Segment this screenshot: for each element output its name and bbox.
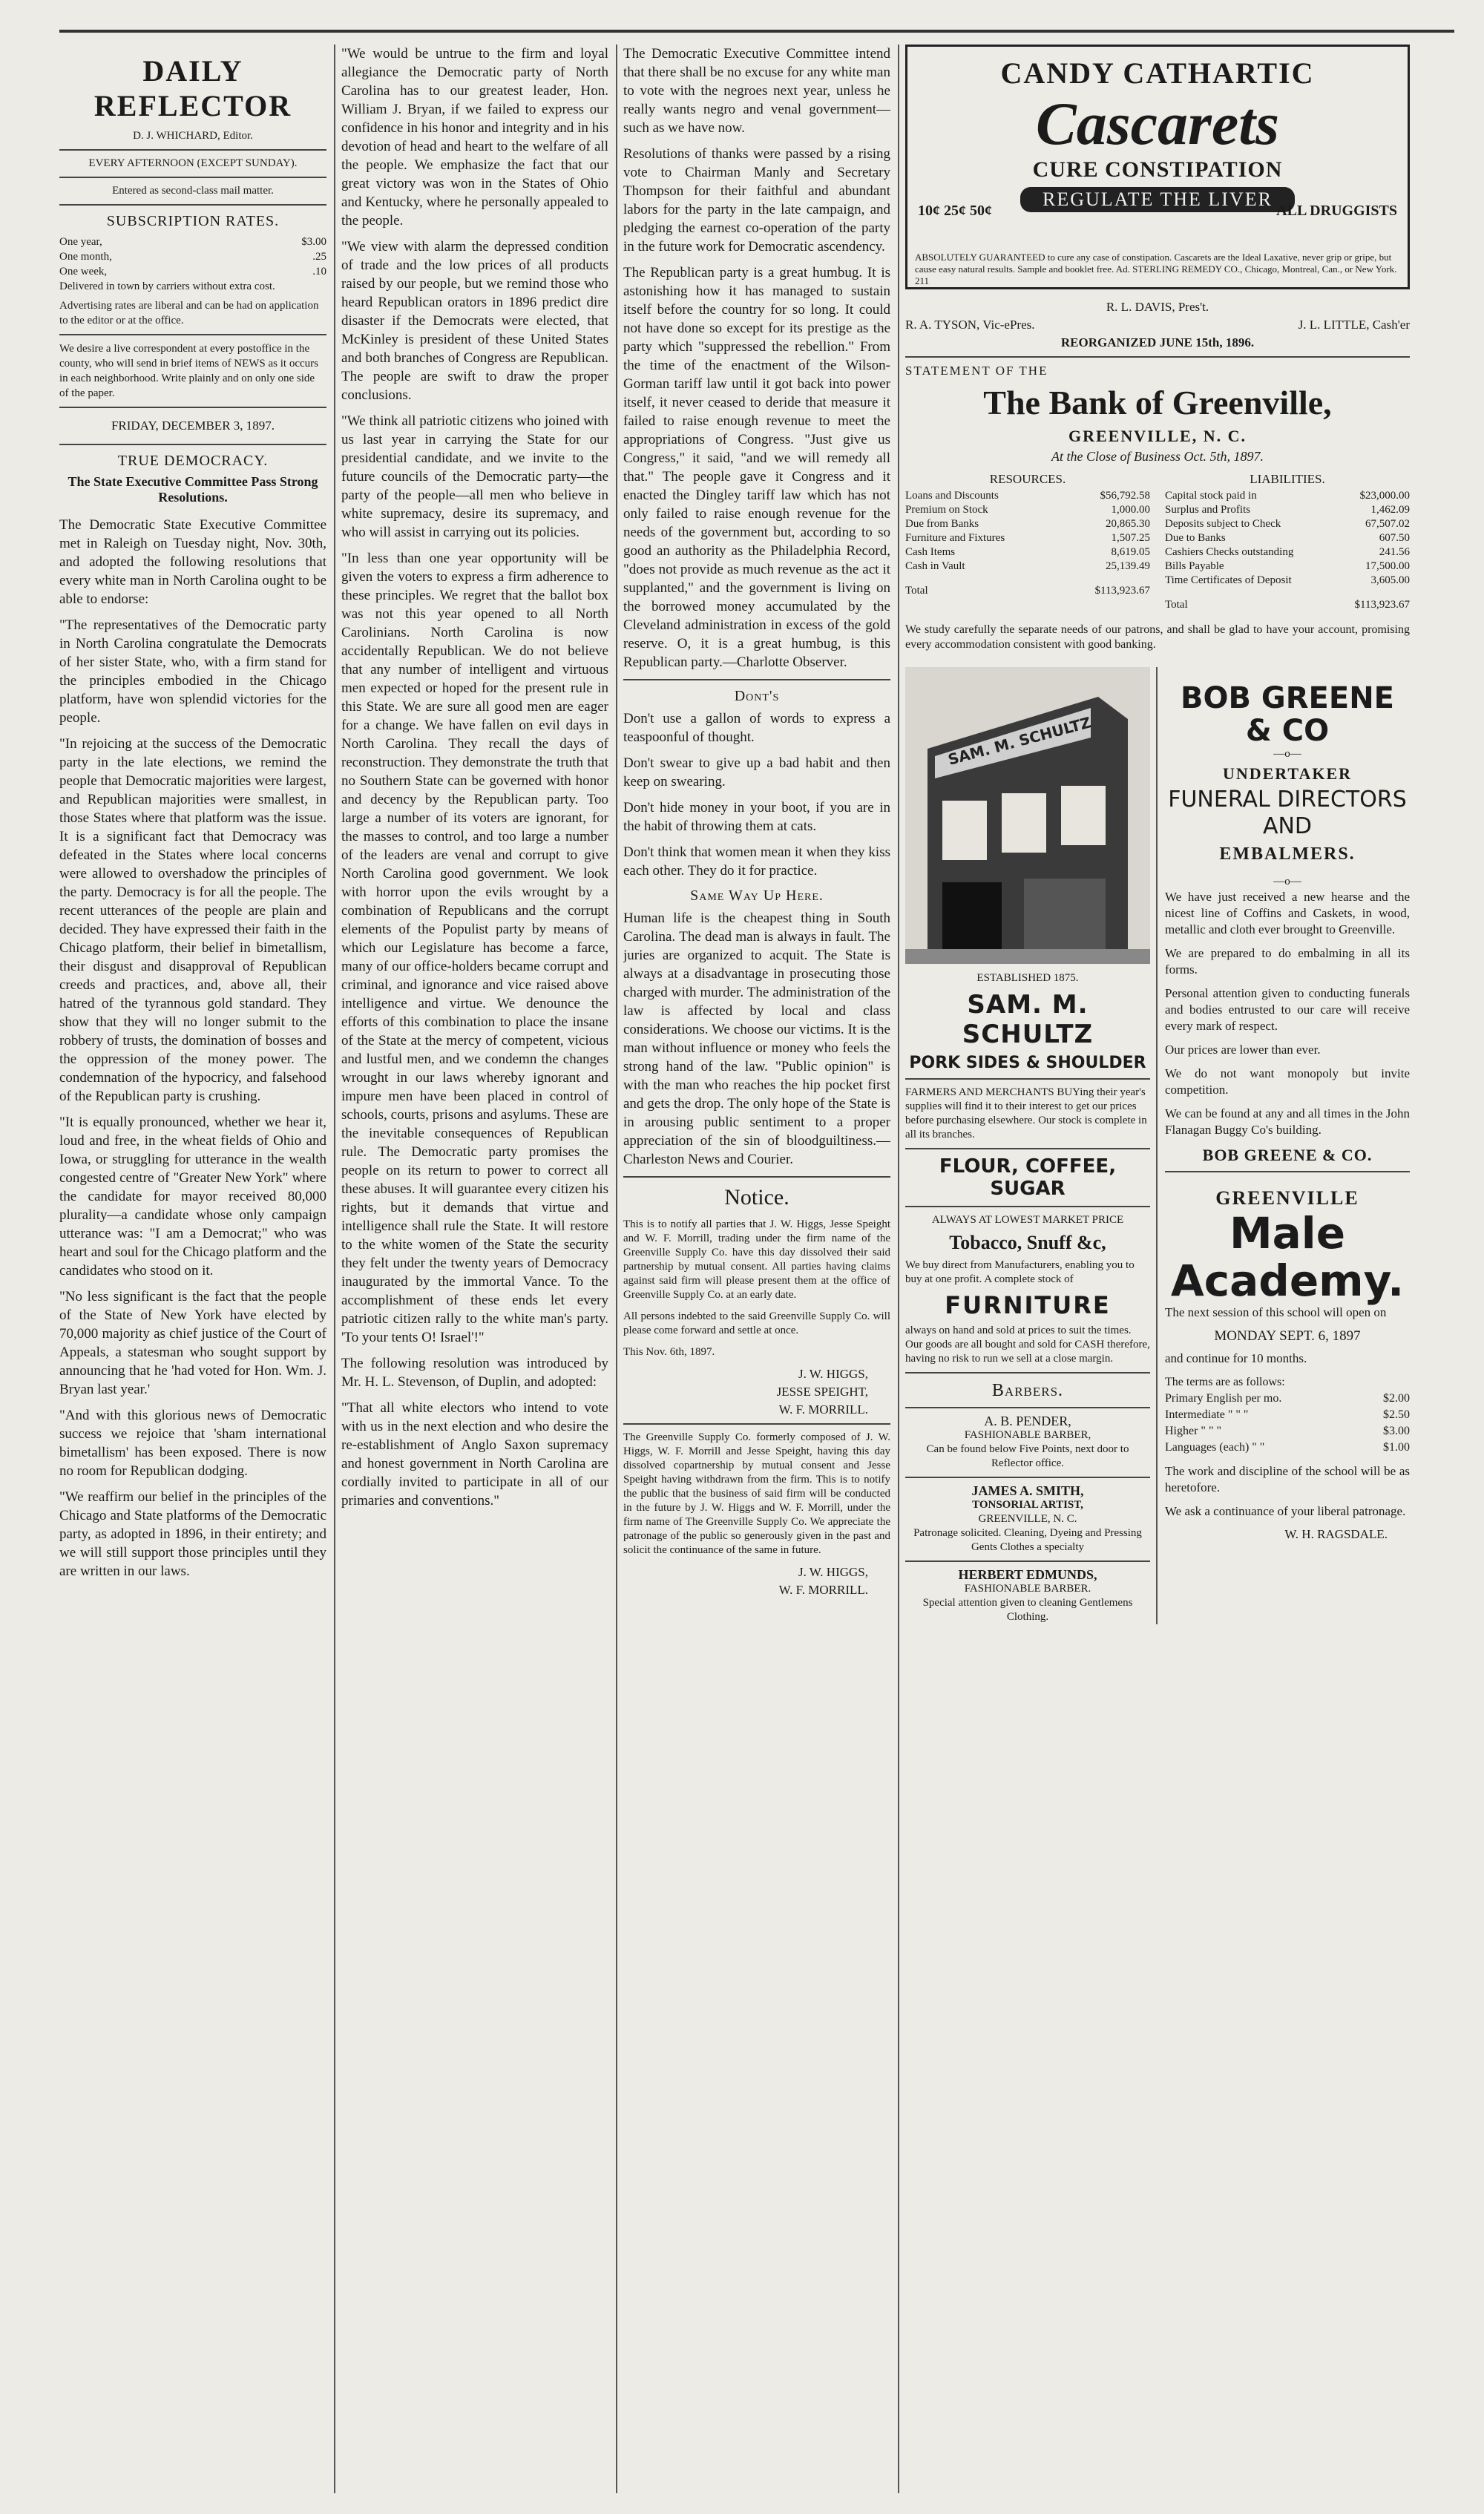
bank-reorganized: REORGANIZED JUNE 15th, 1896. <box>1060 335 1255 349</box>
rates-heading: SUBSCRIPTION RATES. <box>106 213 280 229</box>
ad-signature: W. H. RAGSDALE. <box>1284 1527 1388 1541</box>
liability-amount: 67,507.02 <box>1365 518 1410 530</box>
notice-paragraph: This is to notify all parties that J. W. Higgs, Jesse Speight and W. F. Morrill, trading under the firm name of the Greenville Supply Co. have this day dissolved their said partnership by mutual consent. All parties having claims against said firm will please present them at the office of Greenville Supply Co. at an early date. <box>623 1218 890 1301</box>
farmers-note: FARMERS AND MERCHANTS BUYing their year's supplies will find it to their interest to get our prices before purchasing elsewhere. Our stock is complete in all its branches. <box>905 1086 1147 1141</box>
liability-label: Deposits subject to Check <box>1165 518 1281 530</box>
resource-amount: 1,000.00 <box>1111 504 1150 516</box>
liability-label: Bills Payable <box>1165 560 1224 572</box>
column-rule <box>334 45 335 2493</box>
resources-heading: RESOURCES. <box>989 472 1066 486</box>
cascarets-ad <box>905 45 1410 289</box>
liability-row <box>1165 517 1410 531</box>
article-paragraph: Human life is the cheapest thing in South Carolina. The dead man is always in fault. The juries are organized to acquit. The State is always at a disadvantage in prosecuting those charged with murder. The administration of the law is affected by local and class considerations. We choose our victims. It is the man without influence or money who feels the strong hand of the law. "Public opinion" is with the man who reaches the hip pocket first and gets the drop. The only hope of the State is in arousing public sentiment to a proper appreciation of the sin of bloodguiltiness.—Charleston News and Courier. <box>623 910 890 1167</box>
ad-signature: BOB GREENE & CO. <box>1202 1146 1373 1164</box>
store-illustration <box>905 667 1150 964</box>
article-paragraph: "That all white electors who intend to vote with us in the next election and who desire the re-establishment of Anglo Saxon supremacy and honest government in North Carolina are cordially invited to participate in all of our primaries and conventions." <box>341 1400 608 1509</box>
advertising-note: Advertising rates are liberal and can be had on application to the editor or at the office. <box>59 300 319 326</box>
column-3 <box>623 45 890 2493</box>
rate-price: .25 <box>312 251 326 263</box>
publication-schedule: EVERY AFTERNOON (EXCEPT SUNDAY). <box>88 157 298 169</box>
divider <box>905 1407 1150 1408</box>
bank-title: The Bank of Greenville, <box>983 384 1332 421</box>
resource-label: Due from Banks <box>905 518 979 530</box>
total-label: Total <box>1165 599 1188 611</box>
ad-paragraph: We have just received a new hearse and the nicest line of Coffins and Caskets, in wood, metallic and cloth ever brought to Greenville. <box>1165 890 1410 936</box>
ad-prices: 10¢ 25¢ 50¢ <box>918 203 992 219</box>
divider <box>1165 1171 1410 1172</box>
liabilities-column <box>1165 472 1410 612</box>
liability-row <box>1165 489 1410 503</box>
schultz-ad <box>905 667 1150 1624</box>
bank-close-date: At the Close of Business Oct. 5th, 1897. <box>1051 449 1264 464</box>
store-sign: SAM. M. SCHULTZ <box>946 713 1093 769</box>
dont-item: Don't think that women mean it when they kiss each other. They do it for practice. <box>623 844 890 879</box>
terms-heading: The terms are as follows: <box>1165 1376 1285 1388</box>
donts-heading: Dont's <box>734 688 780 704</box>
resource-label: Cash in Vault <box>905 560 965 572</box>
liability-amount: 607.50 <box>1379 532 1410 544</box>
ad-banner: REGULATE THE LIVER <box>1020 187 1295 212</box>
rate-label: One week, <box>59 266 108 278</box>
article-paragraph: "We think all patriotic citizens who joined with us last year in carrying the State for our presidential candidate, and we invite to the future councils of the Democratic party—the party of the people—all men who believe in white supremacy, desire its supremacy, and who will assist in carrying out its policies. <box>341 413 608 540</box>
bank-president: R. L. DAVIS, Pres't. <box>1106 300 1209 314</box>
brand-name: Cascarets <box>1036 90 1279 157</box>
article-paragraph: "We reaffirm our belief in the principles of the Chicago and State platforms of the Democratic party, as adopted in 1896, in their entirety; and we will still support those principles until they are written in our laws. <box>59 1489 326 1579</box>
divider <box>905 1372 1150 1373</box>
liability-row <box>1165 559 1410 574</box>
rate-price: .10 <box>312 266 326 278</box>
masthead: DAILY REFLECTOR <box>93 54 292 122</box>
column-2 <box>341 45 608 2493</box>
academy-heading: GREENVILLE <box>1215 1187 1359 1209</box>
rate-label: One year, <box>59 236 102 248</box>
resource-label: Cash Items <box>905 546 956 558</box>
ad-paragraph: Personal attention given to conducting funerals and bodies entrusted to our care will receive every mark of respect. <box>1165 986 1410 1033</box>
bank-vp: R. A. TYSON, Vic-ePres. <box>905 318 1035 332</box>
barber-city: GREENVILLE, N. C. <box>978 1513 1077 1525</box>
divider <box>59 177 326 178</box>
mail-notice: Entered as second-class mail matter. <box>112 185 274 197</box>
resources-column <box>905 472 1150 612</box>
academy-title: Male Academy. <box>1170 1208 1405 1306</box>
ad-paragraph: The work and discipline of the school will be as heretofore. <box>1165 1464 1410 1494</box>
article-paragraph: "It is equally pronounced, whether we hear it, loud and free, in the wheat fields of Ohio and Iowa, or struggling for utterance in the wealth congested centre of "Greater New York" where the candidate for mayor received 80,000 plurality—a candidate whose only campaign utterance was: "I am a Democrat;" who was heart and soul for the Chicago platform and the candidates who stood on it. <box>59 1115 326 1279</box>
rate-label: One month, <box>59 251 112 263</box>
liability-row <box>1165 545 1410 559</box>
liability-label: Cashiers Checks outstanding <box>1165 546 1294 558</box>
merchant-name: SAM. M. SCHULTZ <box>962 990 1094 1049</box>
article-paragraph: The following resolution was introduced by Mr. H. L. Stevenson, of Duplin, and adopted: <box>341 1356 608 1390</box>
article-paragraph: "The representatives of the Democratic party in North Carolina congratulate the Democrats of her sister State, who, with a firm stand for the principles embodied in the Chicago platform, have won splendid victories for the people. <box>59 617 326 726</box>
divider <box>905 1477 1150 1478</box>
ad-druggists: ALL DRUGGISTS <box>1276 203 1397 219</box>
resource-label: Premium on Stock <box>905 504 988 516</box>
liability-amount: 17,500.00 <box>1365 560 1410 572</box>
liability-row <box>1165 503 1410 517</box>
rate-row <box>59 234 326 249</box>
divider <box>905 1148 1150 1149</box>
dont-item: Don't hide money in your boot, if you are in the habit of throwing them at cats. <box>623 800 890 834</box>
pork-line: PORK SIDES & SHOULDER <box>909 1054 1146 1072</box>
tuition-row <box>1165 1407 1410 1423</box>
barber-title: FASHIONABLE BARBER. <box>964 1583 1091 1595</box>
column-4 <box>905 45 1410 2493</box>
resource-amount: 25,139.49 <box>1106 560 1150 572</box>
article-paragraph: "We view with alarm the depressed condition of trade and the low prices of all products raised by our people, but we remind those who heard Republican orators in 1896 predict dire disaster if the Democrats were elected, that McKinley is president of these United States and both branches of Congress are Republican. The people are swift to draw the proper conclusions. <box>341 239 608 403</box>
flour-line: FLOUR, COFFEE, SUGAR <box>939 1155 1117 1200</box>
notice-date: This Nov. 6th, 1897. <box>623 1346 715 1358</box>
notice-block <box>623 1431 890 1558</box>
undertaker-name: BOB GREENE & CO <box>1181 681 1394 748</box>
bank-statement <box>905 300 1410 652</box>
barbers-heading: Barbers. <box>991 1381 1064 1400</box>
divider <box>905 1560 1150 1562</box>
tuition-row <box>1165 1423 1410 1440</box>
column-rule <box>616 45 617 2493</box>
barber-title: FASHIONABLE BARBER, <box>964 1429 1091 1441</box>
barber-name: A. B. PENDER, <box>984 1414 1071 1428</box>
delivery-note: Delivered in town by carriers without extra cost. <box>59 280 275 292</box>
column-1 <box>59 45 326 2493</box>
barber-name: JAMES A. SMITH, <box>971 1483 1084 1498</box>
ad-paragraph: We do not want monopoly but invite competition. <box>1165 1066 1410 1097</box>
notice-heading: Notice. <box>724 1185 789 1210</box>
dont-item: Don't swear to give up a bad habit and then keep on swearing. <box>623 755 890 790</box>
resource-row <box>905 559 1150 574</box>
ad-paragraph: We are prepared to do embalming in all its forms. <box>1165 946 1410 977</box>
liability-amount: 3,605.00 <box>1370 574 1410 586</box>
article-paragraph: "No less significant is the fact that the people of the State of New York have elected by 70,000 majority as chief justice of the Court of Appeals, a statesman who sought support by announcing that he 'had voted for Hon. Wm. J. Bryan last year.' <box>59 1289 326 1397</box>
bank-note: We study carefully the separate needs of our patrons, and shall be glad to have your account, promising every accommodation consistent with good banking. <box>905 623 1410 651</box>
tuition-label: Languages (each) " " <box>1165 1441 1265 1454</box>
article-subheadline: The State Executive Committee Pass Strong Resolutions. <box>68 474 318 505</box>
divider <box>623 1423 890 1425</box>
notice-block <box>623 1218 890 1359</box>
liability-label: Time Certificates of Deposit <box>1165 574 1292 586</box>
rate-row <box>59 249 326 264</box>
correspondent-note: We desire a live correspondent at every postoffice in the county, who will send in brief items of NEWS as it occurs in each neighborhood. Write plainly and on only one side of the paper. <box>59 343 318 399</box>
store-building-icon <box>905 667 1150 964</box>
tuition-price: $2.00 <box>1383 1392 1410 1405</box>
article-paragraph: The Republican party is a great humbug. It is astonishing how it has managed to sustain itself before the country for so long. It could not have done so except for its prestige as the party which "suppressed the rebellion." From the time of the enactment of the Wilson-Gorman tariff law until it got back into power itself, it never ceased to deride that measure it failed to raise enough revenue to meet the appropriations of Congress. "Just give us Congress," it said, "and we will remedy all that." The people gave it Congress and it enacted the Dingley tariff law which has not only failed to raise enough revenue for the needs of the government but, according to so good an authority as the Philadelphia Record, "does not provide as much revenue as the act it supplanted," and the government is living on the borrowed money accumulated by the Cleveland administration in excess of the gold reserve. O, it is a great humbug, is this Republican party.—Charlotte Observer. <box>623 265 890 670</box>
dont-item: Don't use a gallon of words to express a teaspoonful of thought. <box>623 711 890 745</box>
liability-label: Surplus and Profits <box>1165 504 1251 516</box>
total-amount: $113,923.67 <box>1094 585 1150 597</box>
resources-total <box>905 584 1150 598</box>
liability-label: Due to Banks <box>1165 532 1226 544</box>
notice-paragraph: The Greenville Supply Co. formerly composed of J. W. Higgs, W. F. Morrill and Jesse Speight, having this day dissolved copartnership by mutual consent and Jesse Speight having withdrawn from the firm. This is to notify the public that the business of said firm will be conducted in the future by J. W. Higgs and W. F. Morrill, under the firm name of The Greenville Supply Co. We appreciate the patronage of the public so generously given in the past and solicit the continuance of the same in future. <box>623 1431 890 1556</box>
article-paragraph: "And with this glorious news of Democratic success we rejoice that 'sham international bimetallism' has been exposed. There is now no room for Republican dodging. <box>59 1408 326 1479</box>
ads-split <box>905 667 1410 1624</box>
article-paragraph: "In rejoicing at the success of the Democratic party in the late elections, we remind the people that Democratic majorities were largest, and Republican majorities were smallest, in those States where that platform was the issue. It is a significant fact that Democracy was defeated in the States where local concerns were allowed to overshadow the principles of the party. Democracy is for all the people. The recent utterances of the people are plain and decided. They have expressed their faith in the Chicago platform, their belief in bimetallism, their disgust and disapproval of Republican creeds and practices, and, above all, their hatred of the tyrannous gold standard. They show that they will no longer submit to the robbery of trusts, the domination of bosses and the oppression of the money power. The condemnation of the hypocricy, and falsehood of the Republican party is crushing. <box>59 736 326 1104</box>
tuition-price: $2.50 <box>1383 1408 1410 1421</box>
divider <box>623 1176 890 1178</box>
ad-paragraph: We ask a continuance of your liberal patronage. <box>1165 1504 1406 1518</box>
article-paragraph: "In less than one year opportunity will be given the voters to express a firm adherence to these principles. We regret that the ballot box was not this year opened to all North Carolinians. North Carolina is now accidentally Republican. We do not believe that any number of intelligent and virtuous men expected or hoped for the present rule in this State. We are sure all good men are eager for a change. We have fallen on evil days in North Carolina. They recall the days of reconstruction. They demonstrate the truth that no Southern State can be governed with honor and decency by the Republican party. Too large a number of its voters are ignorant, for the masses to control, and too large a number of the leaders are venal and corrupt to give North Carolina good government. We look with horror upon the evils wrought by a combination of Republicans and the corrupt elements of the Populist party by means of which our Legislature has become a farce, many of our office-holders became corrupt and criminal, and ignorance and vice raised above intelligence and virtue. We denounce the efforts of this combination to place the insane of the State at the mercy of competent, vicious and lustful men, and we condemn the changes wrought in our laws whereby ignorant and impure men have been placed in control of schools, courts, prisons and asylums. These are the inevitable consequences of Republican rule. The Democratic party promises the people on its return to power to correct all these abuses. It will guarantee every citizen his rights, but it demands that virtue and intelligence shall rule the State. It will restore to the white women of the State the security they felt under the twenty years of Democracy inaugurated by the immortal Vance. To the accomplishment of these ends let every patriotic citizen rally to the white man's party. 'To your tents O! Israel'!" <box>341 551 608 1345</box>
barber-name: HERBERT EDMUNDS, <box>958 1567 1097 1582</box>
established-year: ESTABLISHED 1875. <box>976 972 1079 984</box>
tuition-row <box>1165 1440 1410 1456</box>
undertaker-label: UNDERTAKER <box>1222 764 1353 783</box>
barber-note: Special attention given to cleaning Gentlemens Clothing. <box>922 1597 1133 1623</box>
ad-paragraph: Our prices are lower than ever. <box>1165 1043 1321 1057</box>
resource-label: Furniture and Fixtures <box>905 532 1005 544</box>
resource-row <box>905 489 1150 503</box>
article-paragraph: The Democratic Executive Committee intend that there shall be no excuse for any white man to vote with the negroes next year, unless he really wants negro and venal government—such as we have now. <box>623 46 890 136</box>
resource-amount: 8,619.05 <box>1111 546 1150 558</box>
divider <box>905 1078 1150 1080</box>
buy-note: We buy direct from Manufacturers, enabling you to buy at one profit. A complete stock of <box>905 1259 1135 1285</box>
article-paragraph: The Democratic State Executive Committee met in Raleigh on Tuesday night, Nov. 30th, and adopted the following resolutions that every white man in North Carolina ought to be able to endorse: <box>59 517 326 607</box>
liability-label: Capital stock paid in <box>1165 490 1257 502</box>
tuition-price: $3.00 <box>1383 1425 1410 1437</box>
resource-amount: 1,507.25 <box>1111 532 1150 544</box>
ad-paragraph: and continue for 10 months. <box>1165 1351 1307 1365</box>
article-paragraph: "We would be untrue to the firm and loyal allegiance the Democratic party of North Carolina has to our greatest leader, Hon. William J. Bryan, if we failed to express our confidence in his honor and integrity and in his devotion of head and heart to the welfare of all the people. We emphasize the fact that our great victory was won in the States of Ohio and Kentucky, where he personally appealed to the people. <box>341 46 608 229</box>
liability-row <box>1165 574 1410 588</box>
divider <box>59 204 326 206</box>
ad-guarantee: ABSOLUTELY GUARANTEED to cure any case of constipation. Cascarets are the Ideal Laxative, never grip or gripe, but cause easy natural results. Sample and booklet free. Ad. STERLING REMEDY CO., Chicago, Montreal, Can., or New York. 211 <box>915 252 1397 286</box>
divider <box>905 356 1410 358</box>
ornament: —o— <box>1273 748 1301 760</box>
ornament: —o— <box>1273 876 1301 887</box>
liabilities-total <box>1165 598 1410 612</box>
tuition-table <box>1165 1374 1410 1456</box>
divider <box>905 1206 1150 1207</box>
ad-tagline: CURE CONSTIPATION <box>1032 157 1283 182</box>
signature: W. F. MORRILL. <box>778 1583 868 1597</box>
liabilities-heading: LIABILITIES. <box>1250 472 1325 486</box>
signature: W. F. MORRILL. <box>778 1402 868 1417</box>
divider <box>59 334 326 335</box>
greene-ad <box>1156 667 1410 1624</box>
editor-line: D. J. WHICHARD, Editor. <box>133 130 253 142</box>
tuition-price: $1.00 <box>1383 1441 1410 1454</box>
bank-balance-sheet <box>905 472 1410 612</box>
rate-row <box>59 264 326 279</box>
issue-date: FRIDAY, DECEMBER 3, 1897. <box>111 419 275 433</box>
tobacco-line: Tobacco, Snuff &c, <box>949 1232 1106 1253</box>
total-amount: $113,923.67 <box>1354 599 1410 611</box>
liability-amount: $23,000.00 <box>1359 490 1410 502</box>
resource-amount: 20,865.30 <box>1106 518 1150 530</box>
furniture-line: FURNITURE <box>945 1291 1111 1319</box>
divider <box>59 407 326 408</box>
rate-price: $3.00 <box>301 236 326 248</box>
total-label: Total <box>905 585 928 597</box>
rates-table <box>59 234 326 328</box>
liability-row <box>1165 531 1410 545</box>
signature: J. W. HIGGS, <box>798 1565 868 1579</box>
article-headline: Same Way Up Here. <box>690 887 824 904</box>
bank-cashier: J. L. LITTLE, Cash'er <box>1298 318 1410 332</box>
resource-row <box>905 517 1150 531</box>
ad-paragraph: We can be found at any and all times in the John Flanagan Buggy Co's building. <box>1165 1106 1410 1137</box>
resource-amount: $56,792.58 <box>1100 490 1150 502</box>
furniture-note: always on hand and sold at prices to suit the times. Our goods are all bought and sold for CASH therefore, having no risk to run we sell at a close margin. <box>905 1325 1150 1365</box>
resource-row <box>905 531 1150 545</box>
academy-date: MONDAY SEPT. 6, 1897 <box>1214 1328 1361 1344</box>
signature: J. W. HIGGS, <box>798 1367 868 1381</box>
tuition-row <box>1165 1391 1410 1407</box>
article-paragraph: Resolutions of thanks were passed by a rising vote to Chairman Manly and Secretary Thompson for their faithful and abundant labors for the party in the late campaign, and pledging the earnest co-operation of the party in the future work for Democratic ascendency. <box>623 146 890 255</box>
tuition-label: Intermediate " " " <box>1165 1408 1249 1421</box>
ad-paragraph: The next session of this school will open on <box>1165 1305 1387 1319</box>
barber-note: Patronage solicited. Cleaning, Dyeing and Pressing Gents Clothes a specialty <box>913 1527 1142 1553</box>
resource-row <box>905 503 1150 517</box>
funeral-directors-label: FUNERAL DIRECTORS AND <box>1168 787 1407 839</box>
signature: JESSE SPEIGHT, <box>776 1385 868 1399</box>
barber-title: TONSORIAL ARTIST, <box>972 1499 1083 1511</box>
embalmers-label: EMBALMERS. <box>1219 844 1356 864</box>
top-rule <box>59 30 1454 33</box>
lowest-price-line: ALWAYS AT LOWEST MARKET PRICE <box>931 1214 1124 1226</box>
article-headline: TRUE DEMOCRACY. <box>117 453 269 469</box>
barber-location: Can be found below Five Points, next door to Reflector office. <box>926 1443 1129 1469</box>
statement-label: STATEMENT OF THE <box>905 364 1048 378</box>
divider <box>59 149 326 151</box>
divider <box>59 444 326 445</box>
tuition-label: Primary English per mo. <box>1165 1392 1282 1405</box>
resource-row <box>905 545 1150 559</box>
column-rule <box>898 45 899 2493</box>
notice-paragraph: All persons indebted to the said Greenville Supply Co. will please come forward and settle at once. <box>623 1310 890 1336</box>
ad-title: CANDY CATHARTIC <box>1000 56 1315 90</box>
divider <box>623 679 890 680</box>
liability-amount: 1,462.09 <box>1370 504 1410 516</box>
tuition-label: Higher " " " <box>1165 1425 1222 1437</box>
bank-city: GREENVILLE, N. C. <box>1068 427 1247 445</box>
bank-officers <box>905 318 1410 332</box>
liability-amount: 241.56 <box>1379 546 1410 558</box>
resource-label: Loans and Discounts <box>905 490 999 502</box>
